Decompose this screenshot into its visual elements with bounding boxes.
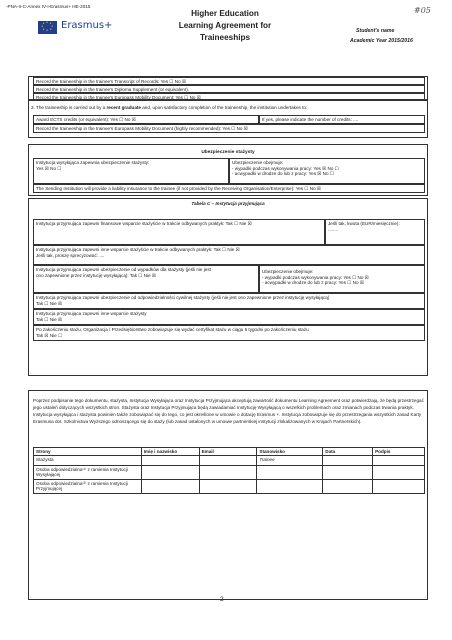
insurance-block	[28, 144, 428, 196]
signature-header-row	[34, 448, 425, 456]
recent-graduate-block	[28, 100, 428, 138]
date-cell	[323, 465, 373, 479]
signature-cell	[373, 455, 425, 465]
party-cell: Osoba odpowiedzialna⁽¹⁾ z ramienia Instytucji Wysyłającej	[34, 465, 142, 479]
page-number: 2	[220, 596, 224, 603]
commitment-text: Poprzez podpisanie tego dokumentu, stażysta, Instytucja Wysyłająca oraz Instytucja Przyjmująca akceptują zawartość dokumentu Learning Agreement oraz potwierdzają, że będą przestrzegać jego ustaleń dotyczących wszystkich stron. Stażysta oraz Instytucja Przyjmująca będą zawiadamiać Instytucję Wysyłającą o wszelkich problemach oraz zmianach podczas trwania praktyk. Instytucja wysyłająca i stażysta powinien także zobowiązać się do tego, co jest określone w umowie o dotację Erasmus +. Instytucja zobowiązuje się do przestrzegania wszystkich zasad Karty Erasmusa dot. Szkolnictwa Wyższego odnoszącego się do staży (lub zasad ustalonych w umowie partnerskiej instytucji zlokalizowanych w Krajach Partnerskich).	[33, 398, 424, 425]
document-reference: -PNA-II-C-Annex IV-I-Erasmus+ HE-2015	[6, 4, 91, 9]
liability-insurance: The Sending Institution will provide a liability insurance to the trainee (if not provided by the Receiving Organisation/Enterprise): Yes ☐ No ☒	[33, 184, 425, 193]
email-cell	[199, 479, 257, 493]
party-cell: Stażysta	[34, 455, 142, 465]
insurance-heading: Ubezpieczenie stażysty	[201, 150, 255, 155]
ects-credits: Award ECTS credits (or equivalent): Yes ☐ No ☒	[33, 115, 259, 124]
col-header-date: Data	[323, 448, 373, 456]
erasmus-logo	[28, 16, 118, 44]
liability-insurance-receiving: Instytucja przyjmująca zapewni ubezpieczenie od odpowiedzialności cywilnej stażysty (jeśli nie jest ono zapewnione przez instytucję wysyłającą) Tak ☐ Nie ☒	[33, 293, 425, 309]
record-transcript: Record the traineeship in the trainee's Transcript of Records: Yes ☐ No ☒	[33, 77, 425, 85]
name-cell	[141, 455, 199, 465]
record-block	[28, 76, 428, 100]
signature-cell	[373, 465, 425, 479]
col-header-position: Stanowisko	[257, 448, 323, 456]
name-cell	[141, 465, 199, 479]
eu-flag-icon: ★ ★ ★ ★ ★ ★ ★ ★	[38, 21, 57, 34]
date-cell	[323, 455, 373, 465]
other-trainee-support: Instytucja przyjmująca zapewni inne wsparcie stażysty Tak ☐ Nie ☒	[33, 309, 425, 325]
signature-table	[33, 447, 425, 494]
signature-table-wrapper	[33, 447, 425, 494]
col-header-name: Imię i nazwisko	[141, 448, 199, 456]
table-c-block	[28, 198, 428, 376]
graduate-europass: Record the traineeship in the trainee's Europass Mobility Document (highly recommended): Yes ☐ No ☒	[33, 124, 425, 133]
col-header-email: Email	[199, 448, 257, 456]
col-header-signature: Podpis	[373, 448, 425, 456]
name-cell	[141, 479, 199, 493]
brand-name: Erasmus+	[61, 20, 113, 31]
commitment-block	[28, 390, 428, 600]
position-cell: Trainee	[257, 455, 323, 465]
insurance-coverage: Ubezpieczenie obejmuje: - wypadki podczas wykonywania pracy: Yes ☒ No ☐ - acwypadki w drodze do lub z pracy: Yes ☒ No ☐	[229, 158, 425, 184]
academic-year: Academic Year 2015/2016	[350, 38, 413, 44]
table-row	[34, 465, 425, 479]
record-europass: Record the traineeship in the trainee's Europass Mobility Document: Yes ☐ No ☒	[33, 93, 425, 101]
col-header-party: Strony	[34, 448, 142, 456]
table-c-heading: Tabela C – Instytucja przyjmująca	[191, 201, 265, 206]
handwritten-mark: #05	[414, 6, 431, 15]
email-cell	[199, 455, 257, 465]
table-row	[34, 455, 425, 465]
accident-insurance: Instytucja przyjmująca zapewni ubezpieczenie od wypadków dla stażysty (jeśli nie jest ono zapewnione przez instytucję wysyłającą): Tak ☐ Nie ☒	[33, 265, 259, 293]
financial-support: Instytucja przyjmująca zapewni finansowe wsparcie stażyście w trakcie odbywanych praktyk: Tak ☐ Nie ☒	[33, 219, 325, 245]
position-cell	[257, 479, 323, 493]
party-cell: Osoba odpowiedzialna⁽²⁾ z ramienia Instytucji Przyjmującej	[34, 479, 142, 493]
ects-number: If yes, please indicate the number of credits: ....	[259, 115, 425, 124]
date-cell	[323, 479, 373, 493]
recent-graduate-intro: 3. The traineeship is carried out by a recent graduate and, upon satisfactory completion of the traineeship, the institution undertakes to:	[31, 105, 308, 110]
certificate-commitment: Po zakończeniu stażu, Organizacja / Przedsiębiorstwo zobowiązuje się wydać certyfikat stażu w ciągu 5 tygodni po zakończeniu stażu Tak ☒ Nie ☐	[33, 325, 425, 341]
document-title: Higher Education Learning Agreement for Traineeships	[178, 9, 272, 42]
accident-coverage: Ubezpieczenie obejmuje: - wypadki podczas wykonywania pracy: Yes ☐ No ☒ - acwypadki w drodze do lub z pracy: Yes ☐ No ☒	[259, 265, 425, 293]
signature-cell	[373, 479, 425, 493]
record-diploma: Record the traineeship in the trainee's Diploma Supplement (or equivalent).	[33, 85, 425, 93]
table-row	[34, 479, 425, 493]
student-name-label: Student's name	[356, 28, 395, 34]
email-cell	[199, 465, 257, 479]
position-cell	[257, 465, 323, 479]
insurance-sending: Instytucja wysyłająca zapewnia ubezpieczenie stażysty: Yes ☒ No ☐	[33, 158, 229, 184]
other-support: Instytucja przyjmująca zapewni inne wsparcie stażyście w trakcie odbywanych praktyk: Tak ☐ Nie ☒ Jeśli tak, proszę sprecyzować: ....	[33, 245, 425, 265]
financial-amount: Jeśli tak, kwota (EUR/miesięcznie): ........	[325, 219, 425, 245]
